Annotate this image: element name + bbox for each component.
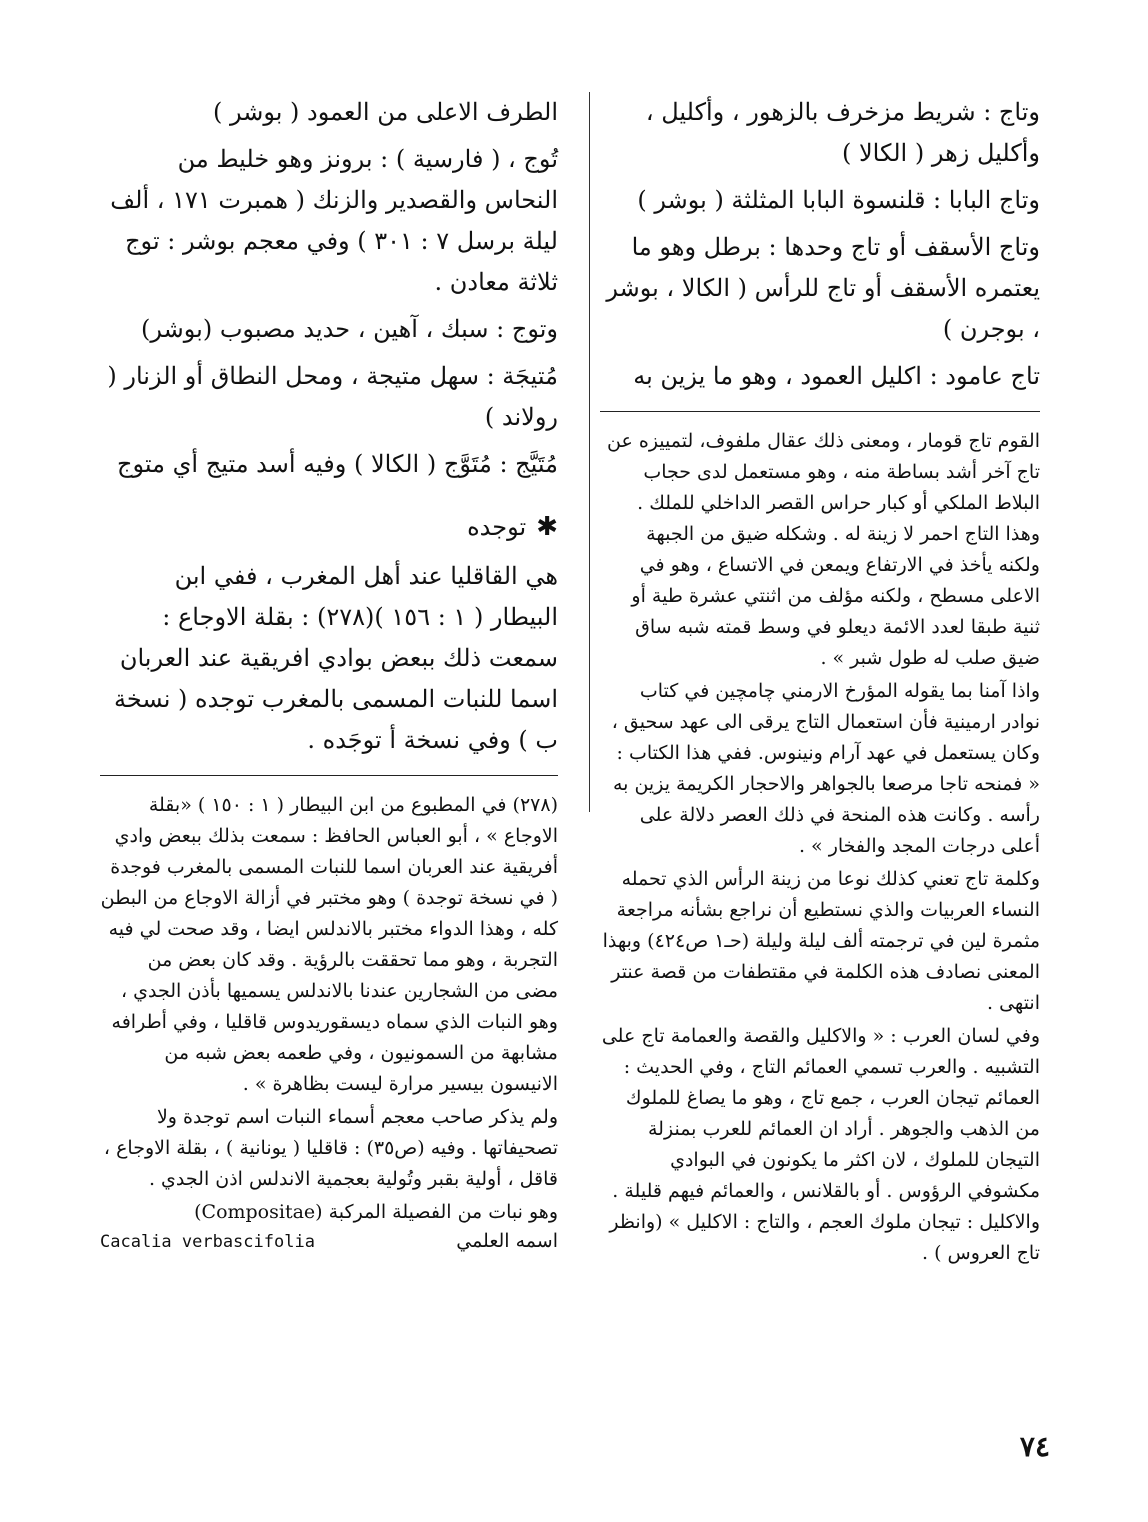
paragraph: وتاج الأسقف أو تاج وحدها : برطل وهو ما يعتمره الأسقف أو تاج للرأس ( الكالا ، بوشر ، بوجرن ) <box>606 233 1040 343</box>
footnote-separator <box>100 775 558 776</box>
paragraph: الطرف الاعلى من العمود ( بوشر ) <box>213 98 558 126</box>
footnote-paragraph: القوم تاج قومار ، ومعنى ذلك عقال ملفوف، لتمييزه عن تاج آخر أشد بساطة منه ، وهو مستعمل لدى حجاب البلاط الملكي أو كبار حراس القصر الداخلي للملك . وهذا التاج احمر لا زينة له . وشكله ضيق من الجبهة ولكنه يأخذ في الارتفاع ويمعن في الاتساع ، وهو في الاعلى مسطح ، ولكنه مؤلف من اثنتي عشرة طية أو ثنية طبقا لعدد الائمة ديعلو في وسط قمته شبه ساق ضيق صلب له طول شبر » . <box>607 430 1040 669</box>
scientific-name-line <box>100 1230 558 1252</box>
star-icon: ✱ <box>536 512 558 542</box>
paragraph: مُتيجَة : سهل متيجة ، ومحل النطاق أو الزنار ( رولاند ) <box>107 362 558 431</box>
scientific-name: Cacalia verbascifolia <box>100 1232 315 1252</box>
footnote-separator <box>600 411 1040 412</box>
right-footnotes <box>600 426 1040 1269</box>
left-main-text <box>100 92 558 485</box>
right-column <box>600 92 1040 1271</box>
footnote-paragraph: واذا آمنا بما يقوله المؤرخ الارمني چامچين في كتاب نوادر ارمينية فأن استعمال التاج يرقى الى عهد سحيق ، وكان يستعمل في عهد آرام ونينوس. ففي هذا الكتاب : « فمنحه تاجا مرصعا بالجواهر والاحجار الكريمة يزين به رأسه . وكانت هذه المنحة في ذلك العصر دلالة على أعلى درجات المجد والفخار » . <box>611 680 1040 857</box>
paragraph: تُوج ، ( فارسية ) : برونز وهو خليط من النحاس والقصدير والزنك ( همبرت ١٧١ ، ألف ليلة برسل ٧ : ٣٠١ ) وفي معجم بوشر : توج ثلاثة معادن . <box>110 145 558 296</box>
paragraph: مُتَيَّج : مُتَوَّج ( الكالا ) وفيه أسد متيج أي متوج <box>117 450 558 478</box>
entry-heading-text: توجده <box>467 513 527 541</box>
footnote-paragraph: وكلمة تاج تعني كذلك نوعا من زينة الرأس الذي تحمله النساء العربيات والذي نستطيع أن نراجع بشأنه مراجعة مثمرة لين في ترجمته ألف ليلة وليلة (حـ١ ص٤٢٤) وبهذا المعنى نصادف هذه الكلمة في مقتطفات من قصة عنتر انتهى . <box>602 868 1040 1014</box>
footnote-paragraph: وهو نبات من الفصيلة المركبة (Compositae) <box>194 1201 558 1223</box>
scientific-name-label: اسمه العلمي <box>456 1230 558 1252</box>
footnote-paragraph: (٢٧٨) في المطبوع من ابن البيطار ( ١ : ١٥٠ ) «بقلة الاوجاع » ، أبو العباس الحافظ : سمعت بذلك ببعض وادي أفريقية عند العربان اسما للنبات المسمى بالمغرب فوجدة ( في نسخة توجدة ) وهو مختبر في أزالة الاوجاع من البطن كله ، وهذا الدواء مختبر بالاندلس ايضا ، وقد صحت لي فيه التجربة ، وهو مما تحققت بالرؤية . وقد كان بعض من مضى من الشجارين عندنا بالاندلس يسميها بأذن الجدي ، وهو النبات الذي سماه ديسقوريدوس قاقليا ، وفي أطرافه مشابهة من السمونيون ، وفي طعمه بعض شبه من الانيسون بيسير مرارة ليست بظاهرة » . <box>100 794 558 1095</box>
paragraph: وتوج : سبك ، آهين ، حديد مصبوب (بوشر) <box>141 315 558 343</box>
left-footnotes <box>100 790 558 1252</box>
entry-text <box>100 556 558 761</box>
footnote-paragraph: وفي لسان العرب : « والاكليل والقصة والعمامة تاج على التشبيه . والعرب تسمي العمائم التاج ، وفي الحديث : العمائم تيجان العرب ، جمع تاج ، وهو ما يصاغ للملوك من الذهب والجوهر . أراد ان العمائم للعرب بمنزلة التيجان للملوك ، لان اكثر ما يكونون في البوادي مكشوفي الرؤوس . أو بالقلانس ، والعمائم فيهم قليلة . والاكليل : تيجان ملوك العجم ، والتاج : الاكليل » (وانظر تاج العروس ) . <box>601 1025 1040 1264</box>
footnote-paragraph: ولم يذكر صاحب معجم أسماء النبات اسم توجدة ولا تصحيفاتها . وفيه (ص٣٥) : قاقليا ( يونانية ) ، بقلة الاوجاع ، قاقل ، أولية بقبر وتُولية بعجمية الاندلس اذن الجدي . <box>103 1106 558 1190</box>
column-divider <box>589 92 590 812</box>
entry-heading <box>100 507 558 548</box>
page-number: ٧٤ <box>1019 1430 1050 1463</box>
paragraph: هي القاقليا عند أهل المغرب ، ففي ابن البيطار ( ١ : ١٥٦ )(٢٧٨) : بقلة الاوجاع : سمعت ذلك ببعض بوادي افريقية عند العربان اسما للنبات المسمى بالمغرب توجده ( نسخة ب ) وفي نسخة أ توجَده . <box>113 562 558 754</box>
right-main-text <box>600 92 1040 397</box>
paragraph: وتاج : شريط مزخرف بالزهور ، وأكليل ، وأكليل زهر ( الكالا ) <box>645 98 1040 167</box>
left-column <box>100 92 558 1252</box>
paragraph: تاج عامود : اكليل العمود ، وهو ما يزين به <box>633 362 1040 390</box>
paragraph: وتاج البابا : قلنسوة البابا المثلثة ( بوشر ) <box>637 186 1040 214</box>
